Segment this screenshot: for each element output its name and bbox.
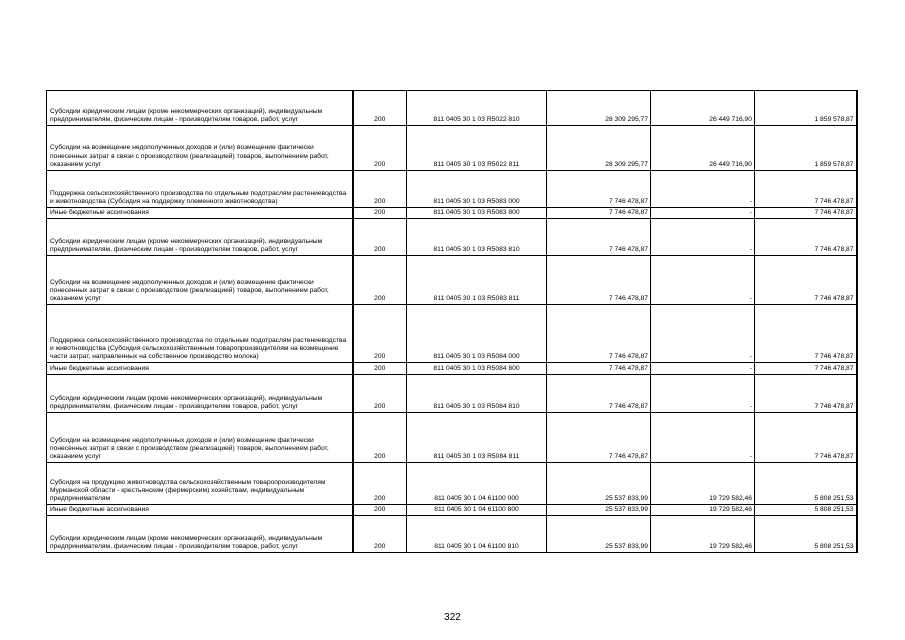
cell-kbk: 811 0405 30 1 03 R5083 811	[407, 256, 547, 305]
cell-value-3: 1 859 578,87	[755, 126, 857, 171]
cell-value-2: -	[651, 375, 755, 413]
cell-code: 200	[353, 463, 407, 505]
cell-kbk: 811 0405 30 1 03 R5083 000	[407, 171, 547, 208]
cell-value-3: 7 746 478,87	[755, 256, 857, 305]
cell-value-3: 7 746 478,87	[755, 305, 857, 363]
table-row	[47, 375, 857, 413]
cell-value-1: 7 746 478,87	[547, 208, 651, 219]
cell-name: Иные бюджетные ассигнования	[47, 363, 353, 375]
cell-code: 200	[353, 91, 407, 126]
cell-value-2: -	[651, 305, 755, 363]
cell-code: 200	[353, 208, 407, 219]
cell-value-3: 7 746 478,87	[755, 208, 857, 219]
table-row	[47, 413, 857, 463]
cell-value-3: 7 746 478,87	[755, 219, 857, 256]
cell-kbk: 811 0405 30 1 03 R5022 810	[407, 91, 547, 126]
cell-value-1: 7 746 478,87	[547, 171, 651, 208]
cell-value-1: 28 309 295,77	[547, 91, 651, 126]
cell-code: 200	[353, 375, 407, 413]
cell-name: Субсидия на продукцию животноводства сельскохозяйственным товаропроизводителям Мурманской области - крестьянским (фермерским) хозяйствам, индивидуальным предпринимателям	[47, 463, 353, 505]
cell-value-1: 7 746 478,87	[547, 305, 651, 363]
cell-kbk: 811 0405 30 1 03 R5083 800	[407, 208, 547, 219]
cell-value-2: -	[651, 256, 755, 305]
table-row	[47, 91, 857, 126]
cell-code: 200	[353, 505, 407, 516]
cell-name: Субсидии на возмещение недополученных доходов и (или) возмещение фактически понесенных затрат в связи с производством (реализацией) товаров, выполнением работ, оказанием услуг	[47, 256, 353, 305]
cell-value-3: 5 808 251,53	[755, 463, 857, 505]
table-row	[47, 305, 857, 363]
cell-kbk: 811 0405 30 1 03 R5084 810	[407, 375, 547, 413]
cell-value-2: 26 449 716,90	[651, 126, 755, 171]
cell-value-1: 7 746 478,87	[547, 219, 651, 256]
table-row	[47, 363, 857, 375]
table-row	[47, 208, 857, 219]
cell-name: Субсидии на возмещение недополученных доходов и (или) возмещение фактически понесенных затрат в связи с производством (реализацией) товаров, выполнением работ, оказанием услуг	[47, 413, 353, 463]
budget-table	[46, 90, 858, 553]
cell-value-3: 7 746 478,87	[755, 413, 857, 463]
cell-value-1: 28 309 295,77	[547, 126, 651, 171]
cell-name: Поддержка сельскохозяйственного производства по отдельным подотраслям растениеводства и животноводства (Субсидия на поддержку племенного животноводства)	[47, 171, 353, 208]
cell-code: 200	[353, 256, 407, 305]
cell-kbk: 811 0405 30 1 03 R5084 811	[407, 413, 547, 463]
cell-code: 200	[353, 171, 407, 208]
cell-value-2: 26 449 716,90	[651, 91, 755, 126]
page-number: 322	[444, 612, 461, 623]
cell-value-2: -	[651, 208, 755, 219]
cell-name: Субсидии юридическим лицам (кроме некоммерческих организаций), индивидуальным предпринимателям, физическим лицам - производителям товаров, работ, услуг	[47, 516, 353, 553]
cell-value-2: 19 729 582,46	[651, 516, 755, 553]
cell-name: Поддержка сельскохозяйственного производства по отдельным подотраслям растениеводства и животноводства (Субсидия сельскохозяйственным товаропроизводителям на возмещение части затрат, направленных на собственное производство молока)	[47, 305, 353, 363]
table-body	[47, 91, 857, 553]
cell-name: Субсидии на возмещение недополученных доходов и (или) возмещение фактически понесенных затрат в связи с производством (реализацией) товаров, выполнением работ, оказанием услуг	[47, 126, 353, 171]
table-row	[47, 126, 857, 171]
cell-value-2: 19 729 582,46	[651, 463, 755, 505]
cell-value-2: -	[651, 171, 755, 208]
cell-kbk: 811 0405 30 1 04 61100 000	[407, 463, 547, 505]
cell-name: Субсидии юридическим лицам (кроме некоммерческих организаций), индивидуальным предпринимателям, физическим лицам - производителям товаров, работ, услуг	[47, 91, 353, 126]
cell-value-3: 7 746 478,87	[755, 375, 857, 413]
cell-name: Субсидии юридическим лицам (кроме некоммерческих организаций), индивидуальным предпринимателям, физическим лицам - производителям товаров, работ, услуг	[47, 219, 353, 256]
cell-kbk: 811 0405 30 1 03 R5084 800	[407, 363, 547, 375]
cell-kbk: 811 0405 30 1 04 61100 810	[407, 516, 547, 553]
cell-code: 200	[353, 305, 407, 363]
table-row	[47, 516, 857, 553]
cell-value-3: 7 746 478,87	[755, 171, 857, 208]
cell-name: Субсидии юридическим лицам (кроме некоммерческих организаций), индивидуальным предпринимателям, физическим лицам - производителям товаров, работ, услуг	[47, 375, 353, 413]
cell-value-2: -	[651, 363, 755, 375]
cell-kbk: 811 0405 30 1 04 61100 800	[407, 505, 547, 516]
cell-name: Иные бюджетные ассигнования	[47, 505, 353, 516]
cell-value-1: 25 537 833,99	[547, 463, 651, 505]
cell-name: Иные бюджетные ассигнования	[47, 208, 353, 219]
table-row	[47, 171, 857, 208]
table-row	[47, 463, 857, 505]
table-row	[47, 505, 857, 516]
cell-value-1: 7 746 478,87	[547, 413, 651, 463]
cell-value-3: 7 746 478,87	[755, 363, 857, 375]
cell-value-1: 25 537 833,99	[547, 505, 651, 516]
cell-kbk: 811 0405 30 1 03 R5083 810	[407, 219, 547, 256]
cell-code: 200	[353, 219, 407, 256]
cell-code: 200	[353, 363, 407, 375]
cell-value-2: -	[651, 219, 755, 256]
cell-value-1: 7 746 478,87	[547, 256, 651, 305]
cell-kbk: 811 0405 30 1 03 R5022 811	[407, 126, 547, 171]
table-row	[47, 256, 857, 305]
cell-value-1: 7 746 478,87	[547, 363, 651, 375]
table-row	[47, 219, 857, 256]
cell-code: 200	[353, 126, 407, 171]
cell-value-3: 5 808 251,53	[755, 516, 857, 553]
cell-value-3: 1 859 578,87	[755, 91, 857, 126]
cell-value-2: 19 729 582,46	[651, 505, 755, 516]
cell-value-1: 7 746 478,87	[547, 375, 651, 413]
cell-kbk: 811 0405 30 1 03 R5084 000	[407, 305, 547, 363]
cell-value-3: 5 808 251,53	[755, 505, 857, 516]
cell-code: 200	[353, 516, 407, 553]
cell-value-1: 25 537 833,99	[547, 516, 651, 553]
cell-value-2: -	[651, 413, 755, 463]
cell-code: 200	[353, 413, 407, 463]
